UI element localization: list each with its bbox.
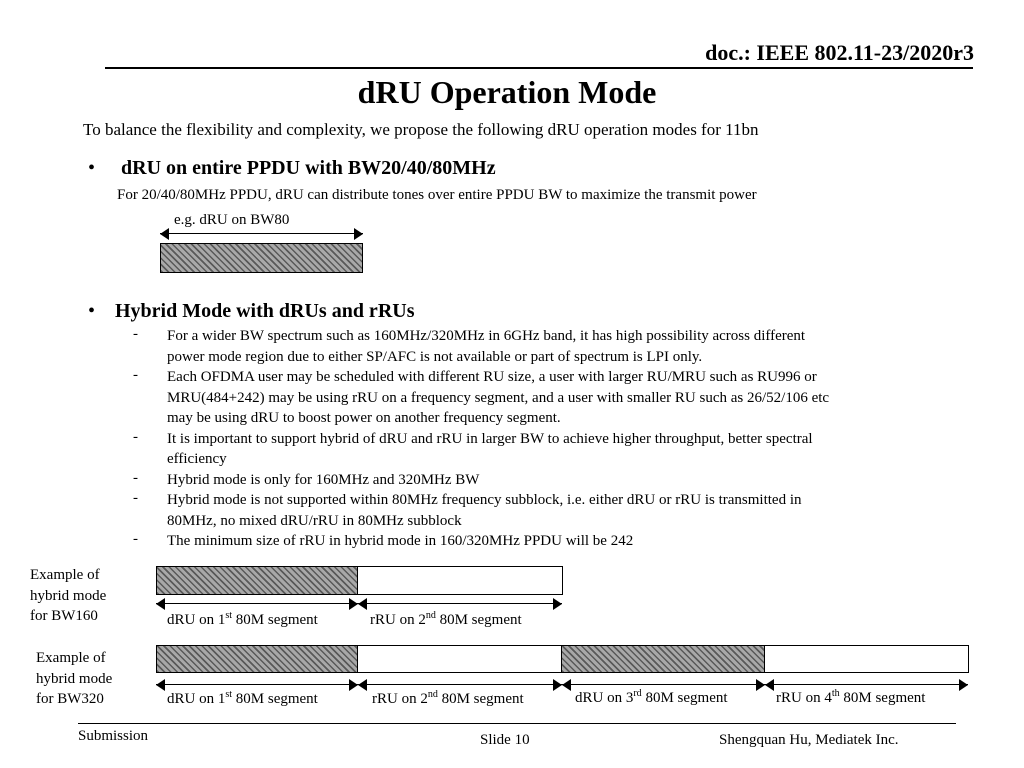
bullet-marker: • <box>88 300 96 322</box>
list-dash: - <box>133 428 138 445</box>
list-item <box>167 429 813 470</box>
bw160-rru-segment-2 <box>357 566 563 595</box>
slide-title: dRU Operation Mode <box>357 74 657 110</box>
footer-slide-number: Slide 10 <box>480 732 530 748</box>
list-item-line: Each OFDMA user may be scheduled with different RU size, a user with larger RU/MRU such as RU996 or <box>167 369 817 385</box>
example-label-bw80: e.g. dRU on BW80 <box>174 212 290 228</box>
bw320-rru-segment-4 <box>764 645 969 673</box>
bw160-segment-1-label: dRU on 1st 80M segment <box>167 610 318 628</box>
list-item-line: The minimum size of rRU in hybrid mode in 160/320MHz PPDU will be 242 <box>167 533 634 549</box>
bw160-dru-segment-1 <box>156 566 359 595</box>
bw320-segment-3-label: dRU on 3rd 80M segment <box>575 688 728 706</box>
list-dash: - <box>133 326 138 342</box>
bw160-segment-2-arrow <box>358 598 562 610</box>
footer-submission: Submission <box>78 728 149 744</box>
bw160-segment-1-arrow <box>156 598 358 610</box>
bw320-dru-segment-1 <box>156 645 359 673</box>
list-item-line: It is important to support hybrid of dRU and rRU in larger BW to achieve higher throughput, better spectral <box>167 430 813 447</box>
list-item-line: efficiency <box>167 451 227 467</box>
list-item <box>167 367 829 429</box>
list-item-line: Hybrid mode is only for 160MHz and 320MHz BW <box>167 471 480 488</box>
bullet-heading-hybrid: Hybrid Mode with dRUs and rRUs <box>115 300 415 322</box>
list-dash: - <box>133 469 138 486</box>
bw320-segment-2-arrow <box>358 679 562 691</box>
intro-text: To balance the flexibility and complexity, we propose the following dRU operation modes for 11bn <box>83 120 759 139</box>
bullet-heading-full-ppdu: dRU on entire PPDU with BW20/40/80MHz <box>121 157 496 179</box>
bw80-dru-block <box>160 243 363 273</box>
list-item-line: power mode region due to either SP/AFC is not available or part of spectrum is LPI only. <box>167 348 703 365</box>
list-item-line: may be using dRU to boost power on another frequency segment. <box>167 410 561 426</box>
bw320-segment-2-label: rRU on 2nd 80M segment <box>372 689 524 707</box>
bw320-rru-segment-2 <box>357 645 563 673</box>
list-item <box>167 470 479 491</box>
list-item <box>167 531 633 552</box>
bw160-segment-2-label: rRU on 2nd 80M segment <box>370 610 522 628</box>
list-dash: - <box>133 490 138 506</box>
list-item-line: 80MHz, no mixed dRU/rRU in 80MHz subblock <box>167 512 462 529</box>
bullet-description: For 20/40/80MHz PPDU, dRU can distribute tones over entire PPDU BW to maximize the transmit power <box>117 187 757 203</box>
list-item-line: Hybrid mode is not supported within 80MHz frequency subblock, i.e. either dRU or rRU is transmitted in <box>167 492 802 508</box>
bw320-segment-1-arrow <box>156 679 358 691</box>
list-item <box>167 490 801 531</box>
footer-rule <box>78 723 956 724</box>
bullet-marker: • <box>88 157 96 179</box>
list-item-line: For a wider BW spectrum such as 160MHz/320MHz in 6GHz band, it has high possibility across different <box>167 328 806 344</box>
list-dash: - <box>133 531 138 547</box>
list-item <box>167 326 805 367</box>
bw320-segment-1-label: dRU on 1st 80M segment <box>167 689 318 707</box>
document-id: doc.: IEEE 802.11-23/2020r3 <box>705 40 974 65</box>
example-label-bw320: Example of hybrid mode for BW320 <box>36 650 113 707</box>
example-label-bw160: Example of hybrid mode for BW160 <box>30 567 107 624</box>
list-dash: - <box>133 367 138 383</box>
bw320-dru-segment-3 <box>561 645 766 673</box>
list-item-line: MRU(484+242) may be using rRU on a frequency segment, and a user with smaller RU such as 26/52/106 etc <box>167 389 830 406</box>
bw320-segment-4-label: rRU on 4th 80M segment <box>776 688 926 706</box>
header-rule <box>105 67 973 69</box>
footer-author: Shengquan Hu, Mediatek Inc. <box>719 732 899 748</box>
bw80-span-arrow <box>160 228 363 240</box>
